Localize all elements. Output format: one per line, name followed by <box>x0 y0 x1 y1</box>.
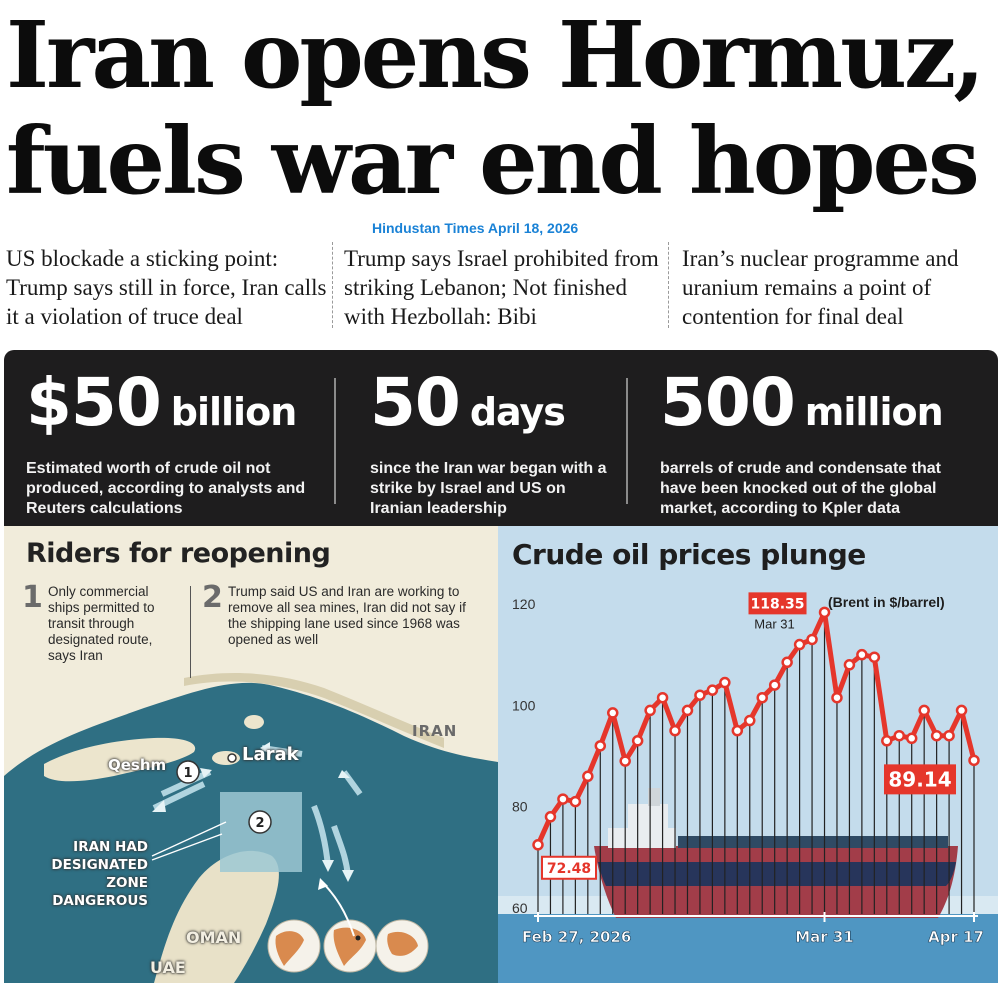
stat-barrels-lost <box>660 364 980 519</box>
y-tick-label: 120 <box>512 596 536 612</box>
x-tick-label: Feb 27, 2026 <box>522 928 632 946</box>
y-tick-labels <box>512 596 536 916</box>
deck-blockade: US blockade a sticking point: Trump says still in force, Iran calls it a violation of truce deal <box>6 246 327 329</box>
price-point <box>571 797 580 806</box>
sub-decks <box>0 240 1000 332</box>
hormuz-island <box>244 715 264 729</box>
price-point <box>907 734 916 743</box>
rider-number-2: 2 <box>202 580 223 615</box>
chart-unit-label: (Brent in $/barrel) <box>828 594 945 610</box>
stat-unit: million <box>804 390 943 434</box>
price-point <box>770 681 779 690</box>
rider-text-2: Trump said US and Iran are working to remove all sea mines, Iran did not say if the shipping lane used since 1968 was opened as well <box>228 584 466 647</box>
price-point <box>795 640 804 649</box>
price-point <box>957 706 966 715</box>
stat-description: since the Iran war began with a strike by Israel and US on Iranian leadership <box>370 460 607 517</box>
price-point <box>695 691 704 700</box>
iran-label: IRAN <box>412 722 458 740</box>
price-point <box>758 693 767 702</box>
price-point <box>658 693 667 702</box>
marker-1 <box>177 761 199 783</box>
larak-location-dot <box>228 754 236 762</box>
marker-2 <box>249 811 271 833</box>
larak-label: Larak <box>242 744 299 765</box>
start-value-label: 72.48 <box>546 860 592 877</box>
x-tick-label: Apr 17 <box>928 928 984 946</box>
end-value-label: 89.14 <box>888 767 952 792</box>
price-point <box>783 658 792 667</box>
qeshm-label: Qeshm <box>108 756 167 774</box>
hormuz-map-panel <box>4 526 498 983</box>
stat-value: $50 <box>26 364 161 441</box>
deck-lebanon: Trump says Israel prohibited from striking Lebanon; Not finished with Hezbollah: Bibi <box>344 246 659 329</box>
stat-unit: billion <box>170 390 297 434</box>
dateline: Hindustan Times April 18, 2026 <box>372 220 579 236</box>
price-point <box>832 693 841 702</box>
price-point <box>745 716 754 725</box>
price-point <box>970 756 979 765</box>
price-point <box>646 706 655 715</box>
price-point <box>845 660 854 669</box>
end-callout <box>884 764 956 794</box>
price-point <box>870 653 879 662</box>
rider-text-1: Only commercial ships permitted to transit through designated route, says Iran <box>48 584 155 663</box>
stat-divider <box>626 378 628 504</box>
start-callout <box>542 857 596 879</box>
crude-price-chart-panel <box>498 526 998 983</box>
headline-line-1: Iran opens Hormuz, <box>6 1 983 109</box>
rider-number-1: 1 <box>22 580 43 615</box>
price-line <box>538 612 974 844</box>
price-point <box>882 736 891 745</box>
peak-date-label: Mar 31 <box>754 616 795 632</box>
price-point <box>633 736 642 745</box>
y-tick-label: 60 <box>512 900 528 916</box>
price-point <box>671 726 680 735</box>
price-point <box>534 840 543 849</box>
y-tick-label: 80 <box>512 798 528 815</box>
stats-band <box>4 350 998 526</box>
deck-nuclear: Iran’s nuclear programme and uranium remains a point of contention for final deal <box>682 246 959 329</box>
marker-1-label: 1 <box>183 766 193 781</box>
rider-divider <box>190 586 191 678</box>
price-point <box>608 708 617 717</box>
peak-callout <box>749 592 807 631</box>
stat-unit: days <box>469 390 565 434</box>
price-point <box>558 795 567 804</box>
price-point <box>895 731 904 740</box>
uae-label: UAE <box>150 958 186 977</box>
deck-divider <box>332 242 333 328</box>
tanker-illustration <box>594 788 958 918</box>
marker-2-label: 2 <box>255 816 265 831</box>
price-point <box>808 635 817 644</box>
price-point <box>583 772 592 781</box>
price-point <box>683 706 692 715</box>
price-point <box>546 812 555 821</box>
peak-value-label: 118.35 <box>750 596 805 613</box>
stat-description: Estimated worth of crude oil not produced, according to analysts and Reuters calculations <box>26 460 306 517</box>
headline <box>6 2 996 214</box>
price-point <box>945 731 954 740</box>
stat-divider <box>334 378 336 504</box>
price-point <box>920 706 929 715</box>
stat-war-days <box>370 364 620 519</box>
y-tick-label: 100 <box>512 697 536 714</box>
oman-label: OMAN <box>186 928 242 947</box>
price-point <box>720 678 729 687</box>
stat-oil-worth <box>26 364 326 519</box>
price-point <box>932 731 941 740</box>
zone-label: IRAN HAD DESIGNATED ZONE DANGEROUS <box>51 839 148 909</box>
sea-band <box>498 911 998 983</box>
stat-description: barrels of crude and condensate that have been knocked out of the global market, according to Kpler data <box>660 460 941 517</box>
chart-title: Crude oil prices plunge <box>512 538 866 571</box>
map-title: Riders for reopening <box>26 538 331 569</box>
x-tick-label: Mar 31 <box>795 928 854 946</box>
price-point <box>596 741 605 750</box>
deck-divider <box>668 242 669 328</box>
stat-value: 50 <box>370 364 460 441</box>
stat-value: 500 <box>660 364 795 441</box>
price-point <box>621 757 630 766</box>
price-point <box>857 650 866 659</box>
price-point <box>708 686 717 695</box>
headline-line-2: fuels war end hopes <box>6 107 977 215</box>
price-point <box>733 726 742 735</box>
